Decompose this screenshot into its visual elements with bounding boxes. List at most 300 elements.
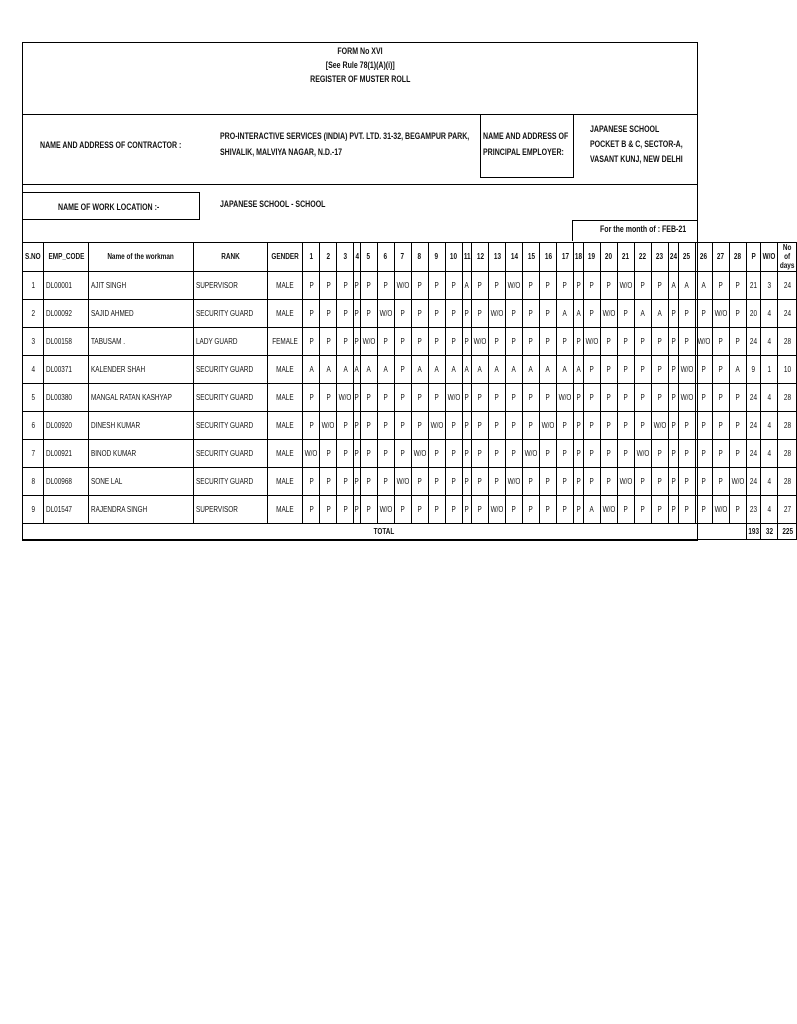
days-count-text: 24 [783,280,791,290]
gender [267,328,302,356]
attendance-cell [320,440,337,468]
attendance-cell [583,412,600,440]
attendance-cell [668,496,678,524]
attendance-cell-text: P [366,504,371,514]
attendance-cell-text: P [400,392,405,402]
attendance-cell [634,384,651,412]
rank-text: SECURITY GUARD [195,392,253,402]
attendance-cell-text: W/O [338,392,352,402]
days-count-text: 28 [783,392,791,402]
attendance-cell-text: P [434,336,439,346]
total-total-text: 225 [781,526,793,536]
attendance-cell-text: P [434,476,439,486]
attendance-cell-text: W/O [524,448,538,458]
attendance-cell-text: P [576,504,581,514]
attendance-cell [712,328,729,356]
attendance-cell-text: P [528,336,534,346]
column-header-text: 21 [622,252,630,261]
column-header-text: 23 [656,252,664,261]
days-count-text: 28 [783,420,791,430]
attendance-cell-text: P [576,448,581,458]
attendance-cell-text: P [576,476,581,486]
attendance-cell-text: P [623,392,629,402]
workman-name-text: KALENDER SHAH [91,364,146,374]
gender-text: MALE [276,420,294,430]
total-row [23,524,797,540]
attendance-cell [668,412,678,440]
emp-code-text: DL00001 [45,280,72,290]
attendance-cell [668,440,678,468]
rank-text: LADY GUARD [195,336,238,346]
attendance-cell-text: P [400,504,405,514]
attendance-cell [651,272,668,300]
column-header [600,243,617,272]
attendance-cell-text: P [477,392,483,402]
workman-name [89,412,193,440]
attendance-cell [557,384,574,412]
days-count [778,468,797,496]
rank [193,356,267,384]
attendance-cell-text: P [528,504,534,514]
attendance-cell [617,440,634,468]
attendance-cell [712,300,729,328]
attendance-cell [394,356,411,384]
attendance-cell-text: P [718,280,723,290]
attendance-cell-text: P [562,280,568,290]
weekly-off-count-text: 4 [767,476,771,486]
attendance-cell [540,384,557,412]
attendance-cell [540,328,557,356]
attendance-cell-text: P [354,392,359,402]
attendance-cell-text: P [309,420,314,430]
attendance-cell [557,272,574,300]
attendance-cell [712,356,729,384]
attendance-cell [360,384,377,412]
attendance-cell-text: P [589,392,595,402]
attendance-cell [523,496,540,524]
serial-number-text: 6 [30,420,35,430]
attendance-cell [651,440,668,468]
rank [193,468,267,496]
attendance-cell [411,468,428,496]
emp-code [43,496,89,524]
attendance-cell [377,300,394,328]
attendance-cell-text: P [326,280,331,290]
attendance-cell-text: P [735,308,740,318]
column-header [267,243,302,272]
present-count-text: 9 [751,364,756,374]
attendance-cell [337,328,354,356]
present-count-text: 24 [749,336,758,346]
attendance-cell [462,496,471,524]
attendance-cell [445,440,462,468]
attendance-cell [695,384,712,412]
gender-text: MALE [276,476,294,486]
present-count-text: 21 [749,280,758,290]
weekly-off-count [761,440,778,468]
attendance-cell [634,496,651,524]
present-count [746,496,760,524]
serial-number-text: 1 [30,280,35,290]
attendance-cell-text: P [623,364,629,374]
attendance-cell-text: P [562,336,568,346]
attendance-cell [712,468,729,496]
attendance-cell-text: P [606,476,612,486]
serial-number [23,440,44,468]
attendance-cell [617,328,634,356]
attendance-cell-text: P [589,420,595,430]
attendance-cell [445,272,462,300]
attendance-cell [360,356,377,384]
attendance-cell [360,496,377,524]
attendance-cell [472,356,489,384]
attendance-cell [574,496,584,524]
attendance-cell [320,496,337,524]
attendance-cell [729,384,746,412]
emp-code [43,440,89,468]
attendance-cell [445,328,462,356]
column-header-text: 8 [417,252,422,261]
attendance-cell-text: P [671,476,676,486]
serial-number [23,300,44,328]
serial-number-text: 9 [30,504,35,514]
attendance-cell [678,384,695,412]
attendance-cell-text: P [657,280,663,290]
attendance-cell [360,328,377,356]
attendance-cell [668,272,678,300]
attendance-cell-text: P [640,504,646,514]
weekly-off-count [761,328,778,356]
attendance-cell-text: P [701,448,706,458]
attendance-cell [337,440,354,468]
column-header [557,243,574,272]
column-header [668,243,678,272]
attendance-cell-text: P [657,336,663,346]
attendance-cell [668,300,678,328]
attendance-cell-text: P [684,336,689,346]
attendance-cell [540,468,557,496]
weekly-off-count-text: 1 [767,364,771,374]
attendance-cell-text: A [417,364,422,374]
attendance-cell [320,272,337,300]
column-header-text: P [751,252,756,261]
attendance-cell [445,384,462,412]
attendance-cell-text: P [671,364,676,374]
attendance-cell [634,272,651,300]
attendance-cell [712,412,729,440]
attendance-cell-text: P [417,476,422,486]
attendance-cell [712,272,729,300]
attendance-cell [377,384,394,412]
attendance-cell-text: P [735,420,740,430]
attendance-cell [523,356,540,384]
workman-name [89,384,193,412]
gender [267,496,302,524]
column-header-text: 4 [355,252,359,261]
attendance-cell-text: P [657,392,663,402]
column-header-text: 24 [669,252,677,261]
attendance-cell-text: A [343,364,348,374]
attendance-cell-text: P [400,420,405,430]
month-label: For the month of : FEB-21 [600,224,687,234]
column-header [193,243,267,272]
days-count [778,300,797,328]
gender [267,356,302,384]
attendance-cell-text: P [417,392,422,402]
attendance-cell [695,300,712,328]
attendance-cell [394,300,411,328]
weekly-off-count [761,356,778,384]
attendance-cell [428,272,445,300]
gender [267,300,302,328]
attendance-cell [411,496,428,524]
attendance-cell [337,300,354,328]
serial-number-text: 4 [30,364,35,374]
column-header [23,243,44,272]
attendance-cell-text: P [606,448,612,458]
rank-text: SECURITY GUARD [195,420,253,430]
attendance-cell [574,300,584,328]
attendance-cell-text: P [511,392,517,402]
column-header [377,243,394,272]
attendance-cell-text: P [606,364,612,374]
attendance-cell-text: P [494,476,500,486]
attendance-cell [472,272,489,300]
attendance-cell-text: A [494,364,500,374]
attendance-cell [583,300,600,328]
attendance-cell [574,272,584,300]
attendance-cell-text: P [606,420,612,430]
attendance-cell-text: P [383,420,388,430]
attendance-cell [729,496,746,524]
weekly-off-count-text: 4 [767,420,771,430]
present-count [746,412,760,440]
attendance-cell [574,412,584,440]
attendance-cell [651,412,668,440]
attendance-cell-text: A [383,364,388,374]
attendance-cell-text: P [343,420,348,430]
attendance-cell [506,412,523,440]
attendance-cell-text: A [451,364,456,374]
table-row [23,496,797,524]
attendance-cell-text: P [623,336,629,346]
gender-text: MALE [276,364,294,374]
attendance-cell-text: P [562,448,568,458]
attendance-cell-text: P [545,280,551,290]
attendance-cell-text: A [684,280,689,290]
attendance-cell [462,300,471,328]
attendance-cell-text: P [657,364,663,374]
attendance-cell-text: P [576,280,581,290]
workman-name-text: TABUSAM . [91,336,126,346]
days-count [778,440,797,468]
emp-code-text: DL00921 [45,448,72,458]
divider-location [22,184,698,185]
attendance-cell [337,356,354,384]
attendance-cell-text: P [451,308,456,318]
attendance-cell-text: P [684,476,689,486]
attendance-cell [523,300,540,328]
attendance-cell-text: P [735,504,740,514]
attendance-cell-text: P [511,336,517,346]
attendance-cell-text: W/O [321,420,335,430]
attendance-cell [574,384,584,412]
column-header-text: 25 [683,252,691,261]
attendance-cell [462,468,471,496]
attendance-cell-text: A [354,364,359,374]
attendance-cell-text: P [640,364,646,374]
attendance-cell-text: W/O [680,364,694,374]
attendance-cell [523,412,540,440]
column-header-text: 1 [309,252,313,261]
days-count-text: 28 [783,476,791,486]
attendance-cell [394,468,411,496]
attendance-cell-text: P [354,504,359,514]
attendance-cell-text: W/O [680,392,694,402]
contractor-label: NAME AND ADDRESS OF CONTRACTOR : [40,140,182,150]
attendance-cell [540,412,557,440]
work-location-label: NAME OF WORK LOCATION :- [58,202,160,212]
attendance-cell-text: W/O [714,504,728,514]
attendance-cell [320,468,337,496]
attendance-cell-text: P [684,420,689,430]
gender-text: MALE [276,392,294,402]
attendance-cell [557,412,574,440]
attendance-cell-text: P [684,448,689,458]
attendance-cell [712,496,729,524]
workman-name [89,272,193,300]
employer-label-line2: PRINCIPAL EMPLOYER: [483,147,564,157]
attendance-cell-text: P [528,308,534,318]
column-header [489,243,506,272]
attendance-cell-text: P [326,336,331,346]
attendance-cell-text: A [657,308,663,318]
attendance-cell-text: W/O [430,420,443,430]
attendance-cell [445,412,462,440]
attendance-cell [462,328,471,356]
gender-text: MALE [276,308,294,318]
attendance-cell [320,412,337,440]
column-header-text: 15 [527,252,535,261]
attendance-cell-text: A [562,364,568,374]
column-header [574,243,584,272]
weekly-off-count-text: 4 [767,392,771,402]
muster-roll-sheet [22,42,795,542]
attendance-cell [600,412,617,440]
attendance-cell [337,496,354,524]
attendance-cell [583,440,600,468]
attendance-cell-text: P [701,476,706,486]
present-count [746,468,760,496]
present-count-text: 23 [749,504,758,514]
workman-name-text: BINOD KUMAR [91,448,137,458]
attendance-cell [472,300,489,328]
attendance-cell-text: P [477,420,483,430]
attendance-cell-text: W/O [653,420,667,430]
attendance-cell [695,468,712,496]
attendance-cell [472,440,489,468]
attendance-cell [678,272,695,300]
attendance-cell-text: P [494,448,500,458]
attendance-cell [320,300,337,328]
attendance-cell-text: P [657,476,663,486]
attendance-cell [678,412,695,440]
attendance-cell [583,384,600,412]
header-row [23,243,797,272]
attendance-cell-text: A [545,364,551,374]
emp-code-text: DL00968 [45,476,72,486]
attendance-cell-text: P [671,308,676,318]
attendance-cell-text: W/O [731,476,745,486]
attendance-cell [489,412,506,440]
attendance-cell-text: P [545,476,551,486]
total-label [23,524,747,540]
attendance-cell [523,384,540,412]
weekly-off-count [761,412,778,440]
attendance-cell [472,496,489,524]
attendance-cell [617,356,634,384]
attendance-cell [651,356,668,384]
attendance-cell-text: A [640,308,646,318]
weekly-off-count [761,468,778,496]
attendance-cell-text: P [366,308,371,318]
days-count [778,328,797,356]
column-header [303,243,320,272]
attendance-cell-text: W/O [447,392,460,402]
workman-name-text: AJIT SINGH [91,280,127,290]
attendance-cell [428,496,445,524]
serial-number [23,356,44,384]
attendance-cell [651,496,668,524]
attendance-cell [712,384,729,412]
attendance-cell [462,440,471,468]
attendance-cell-text: P [576,420,581,430]
attendance-cell-text: P [354,308,359,318]
column-header [43,243,89,272]
attendance-cell [506,440,523,468]
attendance-cell [651,468,668,496]
attendance-cell-text: P [354,336,359,346]
attendance-cell-text: P [671,448,676,458]
column-header-text: 26 [700,252,708,261]
attendance-cell-text: P [464,420,469,430]
attendance-cell [506,328,523,356]
attendance-cell [489,356,506,384]
attendance-cell-text: P [383,476,388,486]
workman-name [89,356,193,384]
attendance-cell-text: P [464,336,469,346]
column-header [506,243,523,272]
attendance-cell [303,272,320,300]
attendance-cell-text: P [343,280,348,290]
attendance-cell [337,272,354,300]
attendance-cell-text: A [511,364,517,374]
attendance-cell [472,468,489,496]
attendance-cell-text: P [343,448,348,458]
attendance-cell-text: A [701,280,706,290]
attendance-cell [678,440,695,468]
present-count-text: 20 [749,308,758,318]
work-location-value: JAPANESE SCHOOL - SCHOOL [220,199,326,209]
attendance-cell-text: P [735,392,740,402]
attendance-cell [574,440,584,468]
attendance-cell [695,496,712,524]
attendance-cell-text: P [354,448,359,458]
attendance-cell [489,468,506,496]
attendance-cell-text: W/O [396,476,409,486]
attendance-cell [678,356,695,384]
attendance-cell [712,440,729,468]
